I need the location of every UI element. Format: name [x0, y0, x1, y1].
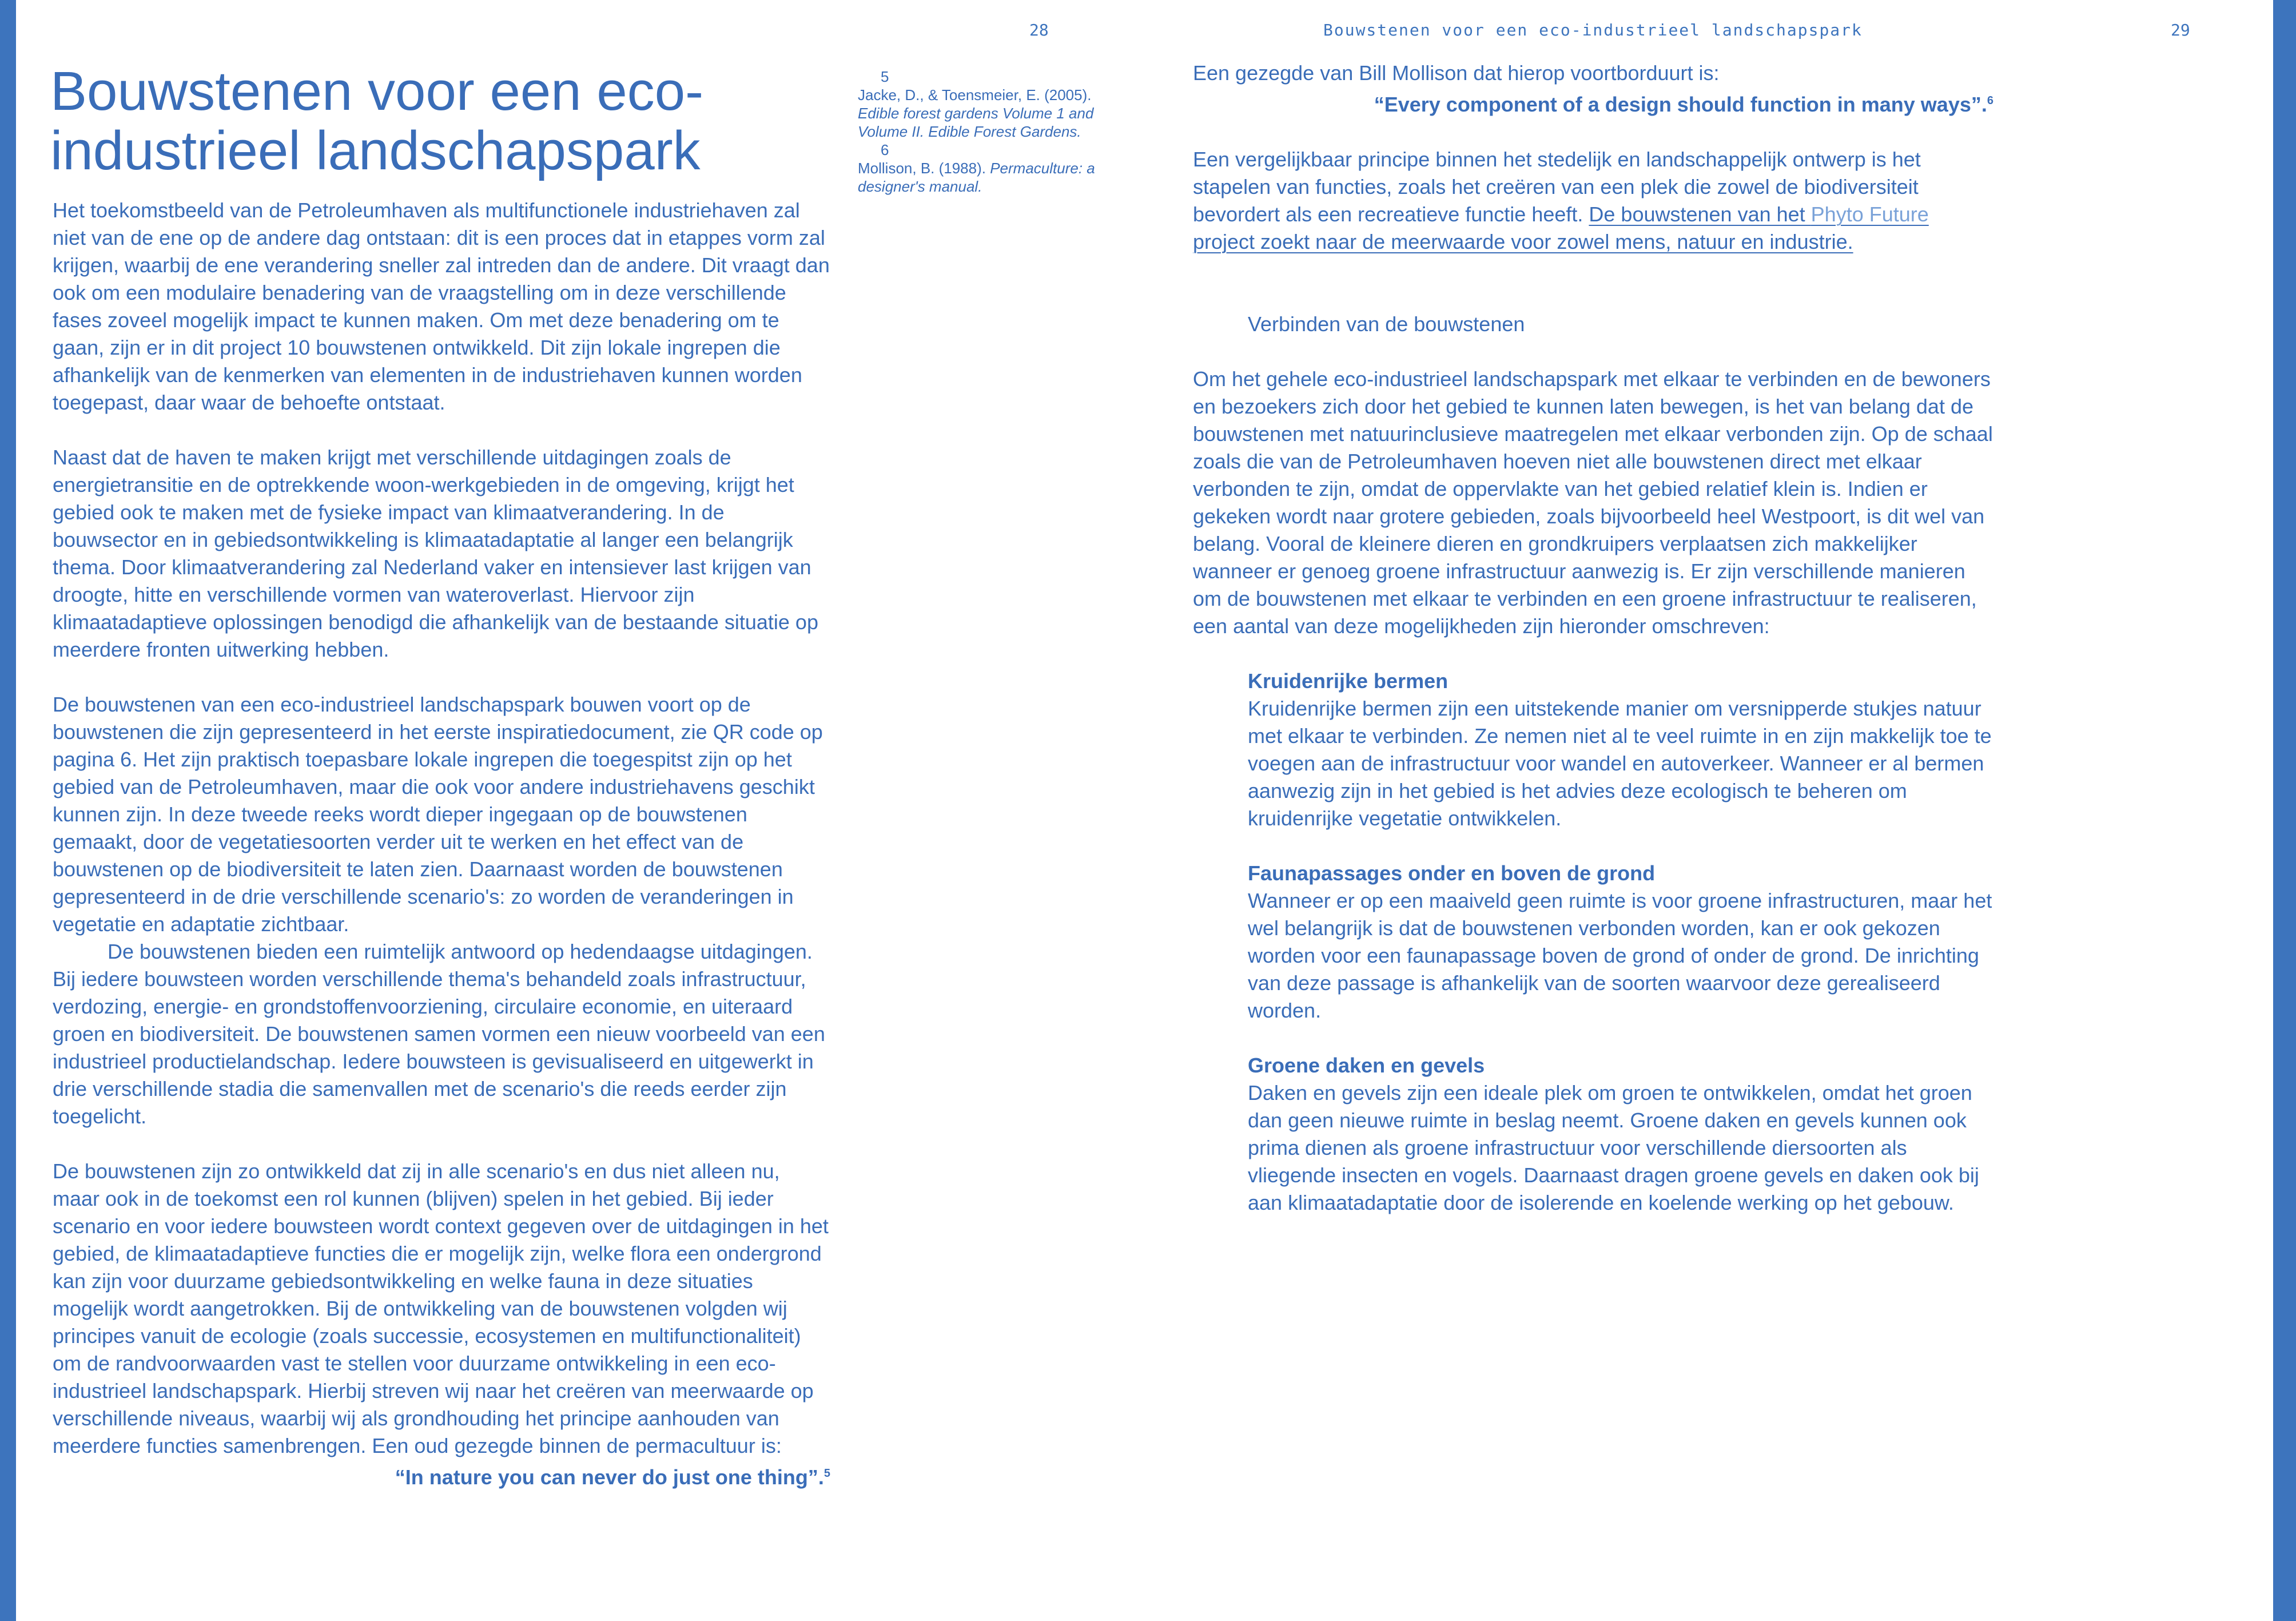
- footnote-5-title: Edible forest gardens Volume 1 and Volume II. Edible Forest Gardens.: [858, 105, 1094, 140]
- section-subheading: Verbinden van de bouwstenen: [1248, 312, 1525, 336]
- paragraph-scenarios: De bouwstenen zijn zo ontwikkeld dat zij in alle scenario's en dus niet alleen nu, maar ook in de toekomst een rol kunnen (blijven) spelen in het gebied. Bij ieder scenario en voor iedere bouwsteen wordt context gegeven over de uitdagingen in het gebied, de klimaatadaptieve functies die er mogelijk zijn, welke flora een ondergrond kan zijn voor duurzame gebiedsontwikkeling en welke fauna in deze situaties mogelijk wordt aangetrokken. Bij de ontwikkeling van de bouwstenen volgden wij principes vanuit de ecologie (zoals successie, ecosystemen en multifunctionaliteit) om de randvoorwaarden vast te stellen voor duurzame ontwikkeling in een eco-industrieel landschapspark. Hierbij streven wij naar het creëren van meerwaarde op verschillende niveaus, waarbij wij als grondhouding het principe aanhouden van meerdere functies samenbrengen. Een oud gezegde binnen de permacultuur is:: [53, 1159, 829, 1457]
- block-text: Kruidenrijke bermen zijn een uitstekende manier om versnipperde stukjes natuur met elkaar te verbinden. Ze nemen niet al te veel ruimte in en zijn makkelijk toe te voegen aan de infrastructuur voor wandel en autoverkeer. Wanneer er al bermen aanwezig zijn in het gebied is het advies deze ecologisch te beheren om kruidenrijke vegetatie ontwikkelen.: [1248, 697, 1992, 830]
- page-number-right: 29: [2171, 21, 2190, 39]
- footnote-5-text: [858, 86, 1093, 140]
- page-number-left: 28: [1029, 21, 1049, 39]
- block-groene-daken: [1248, 1052, 1993, 1217]
- paragraph-themes: De bouwstenen bieden een ruimtelijk antwoord op hedendaagse uitdagingen. Bij iedere bouwsteen worden verschillende thema's behandeld zoals infrastructuur, verdozing, energie- en grondstoffenvoorziening, circulaire economie, en uiteraard groen en biodiversiteit. De bouwstenen samen vormen een nieuw voorbeeld van een industrieel productielandschap. Iedere bouwsteen is gevisualiseerd en uitgewerkt in drie verschillende stadia die samenvallen met de scenario's die reeds eerder zijn toegelicht.: [53, 940, 825, 1128]
- spacer: [1193, 283, 1993, 311]
- block-kruidenrijke-bermen: [1248, 668, 1993, 832]
- quote-text: “In nature you can never do just one thing”.: [395, 1465, 824, 1489]
- left-edge-bar: [0, 0, 16, 1621]
- block-title: Faunapassages onder en boven de grond: [1248, 861, 1656, 885]
- footnote-ref-5: 5: [823, 1467, 830, 1480]
- footnote-6-text: [858, 160, 1095, 195]
- block-text: Wanneer er op een maaiveld geen ruimte is voor groene infrastructuren, maar het wel belangrijk is dat de bouwstenen verbonden worden, kan er ook gekozen worden voor een faunapassage boven de grond of onder de grond. De inrichting van deze passage is afhankelijk van de soorten waarvoor deze gerealiseerd worden.: [1248, 889, 1992, 1022]
- paragraph-intro: Het toekomstbeeld van de Petroleumhaven als multifunctionele industriehaven zal niet van de ene op de andere dag ontstaan: dit is een proces dat in etappes vorm zal krijgen, waarbij de ene verandering sneller zal intreden dan de andere. Dit vraagt dan ook om een modulaire benadering van de vraagstelling om in deze verschillende fases zoveel mogelijk impact te kunnen maken. Om met deze benadering om te gaan, zijn er in dit project 10 bouwstenen ontwikkeld. Dit zijn lokale ingrepen die afhankelijk van de kenmerken van elementen in de industriehaven kunnen worden toegepast, daar waar de behoefte ontstaat.: [53, 198, 830, 414]
- link-text-c: project zoekt naar de meerwaarde voor zowel mens, natuur en industrie.: [1193, 230, 1853, 253]
- permaculture-quote: [53, 1460, 830, 1491]
- right-column: [1193, 59, 1993, 1244]
- block-title: Kruidenrijke bermen: [1248, 669, 1449, 693]
- mollison-intro: Een gezegde van Bill Mollison dat hierop voortborduurt is:: [1193, 61, 1720, 85]
- block-faunapassages: [1248, 860, 1993, 1024]
- footnote-number-5: 5: [881, 68, 889, 85]
- footnote-number-6: 6: [881, 141, 889, 158]
- mollison-quote: [1193, 87, 1993, 118]
- left-column: [53, 197, 830, 1491]
- stacking-text: Een vergelijkbaar principe binnen het stedelijk en landschappelijk ontwerp is het stapelen van functies, zoals het creëren van een plek die zowel de biodiversiteit bevordert als een recreatieve functie heeft.: [1193, 148, 1921, 226]
- paragraph-climate: Naast dat de haven te maken krijgt met verschillende uitdagingen zoals de energietransitie en de optrekkende woon-werkgebieden in de omgeving, krijgt het gebied ook te maken met de fysieke impact van klimaatverandering. In de bouwsector en in gebiedsontwikkeling is klimaatadaptatie al langer een belangrijk thema. Door klimaatverandering zal Nederland vaker en intensiever last krijgen van droogte, hitte en verschillende vormen van wateroverlast. Hiervoor zijn klimaatadaptieve oplossingen benodigd die afhankelijk van de bestaande situatie op meerdere fronten uitwerking hebben.: [53, 446, 818, 661]
- footnote-6-authors: Mollison, B. (1988).: [858, 160, 990, 177]
- paragraph-stacking: [1193, 146, 1993, 256]
- link-text-phyto: Phyto Future: [1810, 202, 1929, 226]
- block-title: Groene daken en gevels: [1248, 1054, 1485, 1077]
- right-edge-bar: [2273, 0, 2296, 1621]
- paragraph-bouwstenen: De bouwstenen van een eco-industrieel landschapspark bouwen voort op de bouwstenen die zijn gepresenteerd in het eerste inspiratiedocument, zie QR code op pagina 6. Het zijn praktisch toepasbare lokale ingrepen die toegespitst zijn op het gebied van de Petroleumhaven, maar die ook voor andere industriehavens geschikt kunnen zijn. In deze tweede reeks wordt dieper ingegaan op de bouwstenen gemaakt, door de vegetatiesoorten verder uit te werken en het effect van de bouwstenen op de biodiversiteit te laten zien. Daarnaast worden de bouwstenen gepresenteerd in de drie verschillende scenario's: zo worden de veranderingen in vegetatie en adaptatie zichtbaar.: [53, 693, 823, 936]
- running-title: Bouwstenen voor een eco-industrieel landschapspark: [1323, 21, 1863, 39]
- link-text-a: De bouwstenen van het: [1589, 202, 1811, 226]
- block-text: Daken en gevels zijn een ideale plek om groen te ontwikkelen, omdat het groen dan geen nieuwe ruimte in beslag neemt. Groene daken en gevels kunnen ook prima dienen als groene infrastructuur voor verschillende diersoorten als vliegende insecten en vogels. Daarnaast dragen groene gevels en daken ook bij aan klimaatadaptatie door de isolerende en koelende werking op het gebouw.: [1248, 1081, 1979, 1214]
- footnote-ref-6: 6: [1987, 94, 1993, 107]
- footnote-5-authors: Jacke, D., & Toensmeier, E. (2005).: [858, 86, 1092, 104]
- paragraph-verbinden: Om het gehele eco-industrieel landschapspark met elkaar te verbinden en de bewoners en bezoekers zich door het gebied te kunnen laten bewegen, is het van belang dat de bouwstenen met natuurinclusieve maatregelen met elkaar verbonden zijn. Op de schaal zoals die van de Petroleumhaven hoeven niet alle bouwstenen direct met elkaar verbonden te zijn, omdat de oppervlakte van het gebied relatief klein is. Indien er gekeken wordt naar grotere gebieden, zoals bijvoorbeeld heel Westpoort, is dit wel van belang. Vooral de kleinere dieren en grondkruipers verplaatsen zich makkelijker wanneer er genoeg groene infrastructuur aanwezig is. Er zijn verschillende manieren om de bouwstenen met elkaar te verbinden en een groene infrastructuur te realiseren, een aantal van deze mogelijkheden zijn hieronder omschreven:: [1193, 367, 1993, 638]
- quote-text: “Every component of a design should function in many ways”.: [1374, 93, 1987, 116]
- page-title: Bouwstenen voor een eco-industrieel landschapspark: [50, 61, 704, 181]
- footnotes: [858, 67, 1098, 196]
- footnote-6-title: Permaculture: a designer's manual.: [858, 160, 1095, 195]
